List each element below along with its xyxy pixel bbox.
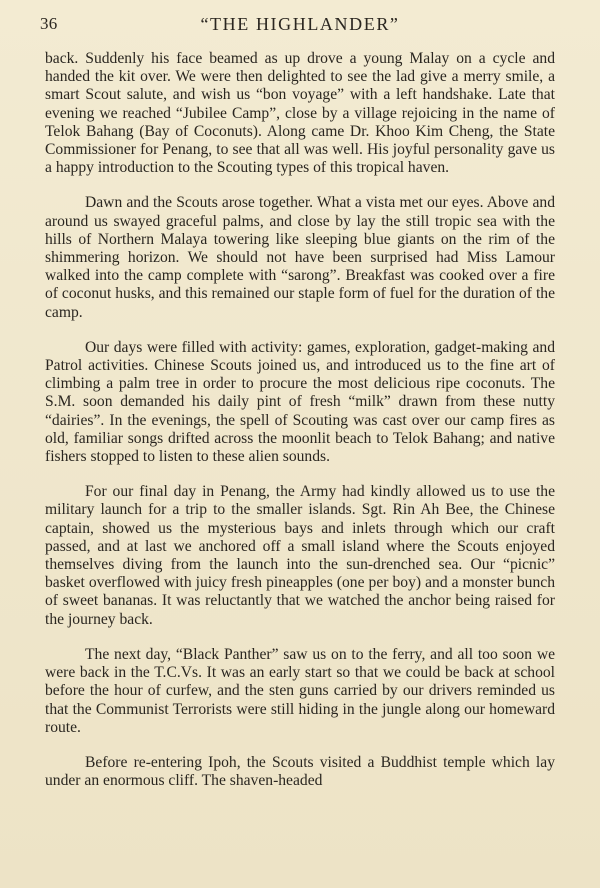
paragraph-4: For our final day in Penang, the Army had kindly allowed us to use the military launch for a trip to the smaller islands. Sgt. Rin Ah Bee, the Chinese captain, showed us the mysterious bays and inlets through which our craft passed, and at last we anchored off a small island where the Scouts enjoyed themselves diving from the launch into the sun-drenched sea. Our “picnic” basket overflowed with juicy fresh pineapples (one per boy) and a monster bunch of sweet bananas. It was reluctantly that we watched the anchor being raised for the journey back.	[45, 483, 555, 628]
paragraph-2: Dawn and the Scouts arose together. What a vista met our eyes. Above and around us swayed graceful palms, and close by lay the still tropic sea with the hills of Northern Malaya towering like sleeping blue giants on the rim of the shimmering horizon. We should not have been surprised had Miss Lamour walked into the camp complete with “sarong”. Breakfast was cooked over a fire of coconut husks, and this remained our staple form of fuel for the duration of the camp.	[45, 194, 555, 321]
paragraph-5: The next day, “Black Panther” saw us on to the ferry, and all too soon we were back in the T.C.Vs. It was an early start so that we could be back at school before the hour of curfew, and the sten guns carried by our drivers reminded us that the Communist Terrorists were still hiding in the jungle along our homeward route.	[45, 645, 555, 736]
page-number: 36	[40, 14, 58, 33]
article-body	[45, 50, 555, 807]
page-header	[40, 14, 560, 38]
running-title: “THE HIGHLANDER”	[200, 14, 400, 34]
paragraph-1: back. Suddenly his face beamed as up drove a young Malay on a cycle and handed the kit over. We were then delighted to see the lad give a merry smile, a smart Scout salute, and wish us “bon voyage” with a left handshake. Late that evening we reached “Jubilee Camp”, close by a village rejoicing in the name of Telok Bahang (Bay of Coconuts). Along came Dr. Khoo Kim Cheng, the State Commissioner for Penang, to see that all was well. His joyful personality gave us a happy introduction to the Scouting types of this tropical haven.	[45, 50, 555, 177]
paragraph-3: Our days were filled with activity: games, exploration, gadget-making and Patrol activities. Chinese Scouts joined us, and introduced us to the fine art of climbing a palm tree in order to procure the most delicious ripe coconuts. The S.M. soon demanded his daily pint of fresh “milk” drawn from these nutty “dairies”. In the evenings, the spell of Scouting was cast over our camp fires as old, familiar songs drifted across the moonlit beach to Telok Bahang; and native fishers stopped to listen to these alien sounds.	[45, 338, 555, 466]
paragraph-6: Before re-entering Ipoh, the Scouts visited a Buddhist temple which lay under an enormous cliff. The shaven-headed	[45, 753, 555, 790]
